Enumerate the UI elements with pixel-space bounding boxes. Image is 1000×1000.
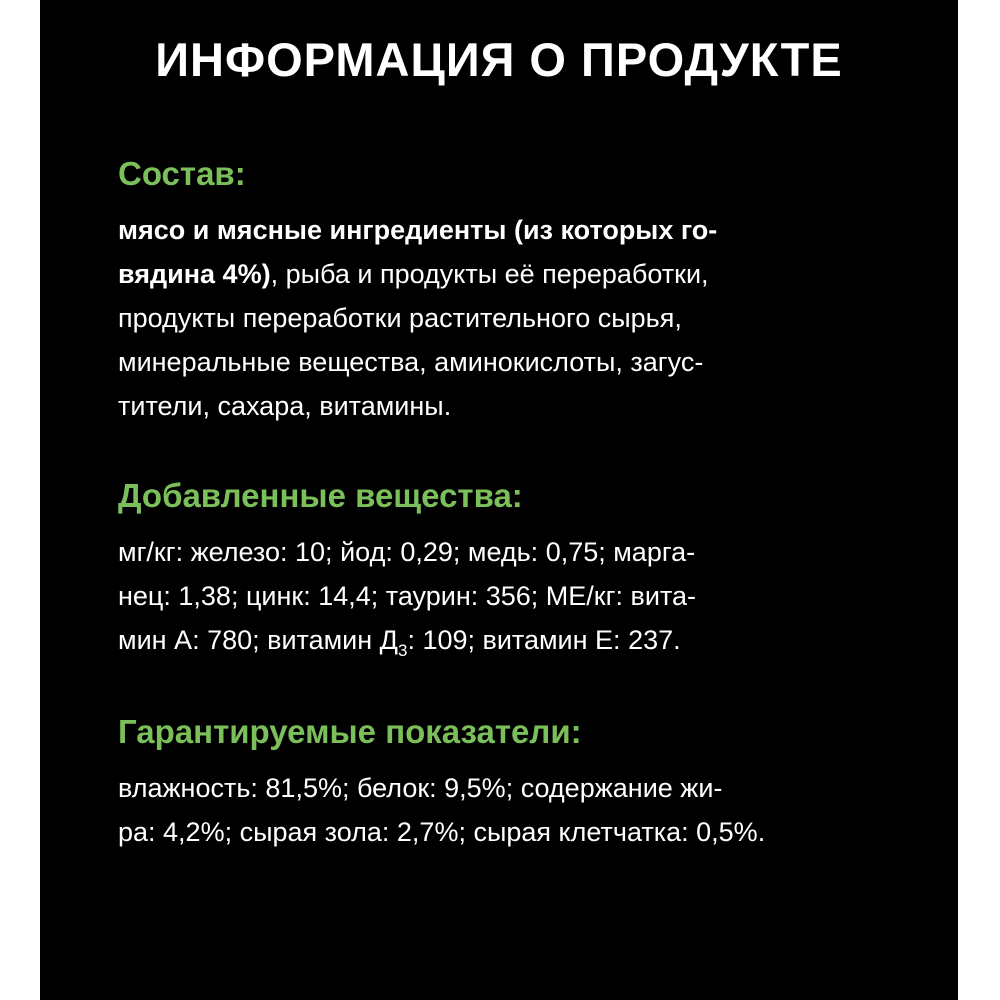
additives-line-3 xyxy=(118,618,696,662)
composition-line-3: продукты переработки растительного сырья, xyxy=(118,303,682,333)
guaranteed-heading: Гарантируемые показатели: xyxy=(118,713,582,750)
additives-line-3-start: мин А: 780; витамин Д xyxy=(118,625,398,655)
composition-line-1: мясо и мясные ингредиенты (из которых го- xyxy=(118,215,718,245)
guaranteed-text xyxy=(118,766,765,854)
guaranteed-line-2: ра: 4,2%; сырая зола: 2,7%; сырая клетчатка: 0,5%. xyxy=(118,817,766,847)
additives-line-3-end: : 109; витамин Е: 237. xyxy=(407,625,681,655)
composition-line-5: тители, сахара, витамины. xyxy=(118,391,452,421)
composition-line-2-bold: вядина 4%) xyxy=(118,259,271,289)
composition-line-4: минеральные вещества, аминокислоты, загус- xyxy=(118,347,704,377)
additives-heading: Добавленные вещества: xyxy=(118,477,523,514)
additives-line-2: нец: 1,38; цинк: 14,4; таурин: 356; МЕ/кг: вита- xyxy=(118,581,696,611)
additives-line-1: мг/кг: железо: 10; йод: 0,29; медь: 0,75; марга- xyxy=(118,537,696,567)
additives-text xyxy=(118,530,696,662)
composition-line-2-rest: , рыба и продукты её переработки, xyxy=(270,259,709,289)
composition-heading: Состав: xyxy=(118,155,246,192)
composition-text xyxy=(118,208,717,428)
guaranteed-line-1: влажность: 81,5%; белок: 9,5%; содержание жи- xyxy=(118,773,723,803)
page-title: ИНФОРМАЦИЯ О ПРОДУКТЕ xyxy=(155,33,843,86)
vitamin-d-subscript: 3 xyxy=(397,641,408,660)
composition-line-2 xyxy=(118,252,717,296)
product-info-panel xyxy=(40,0,958,1000)
